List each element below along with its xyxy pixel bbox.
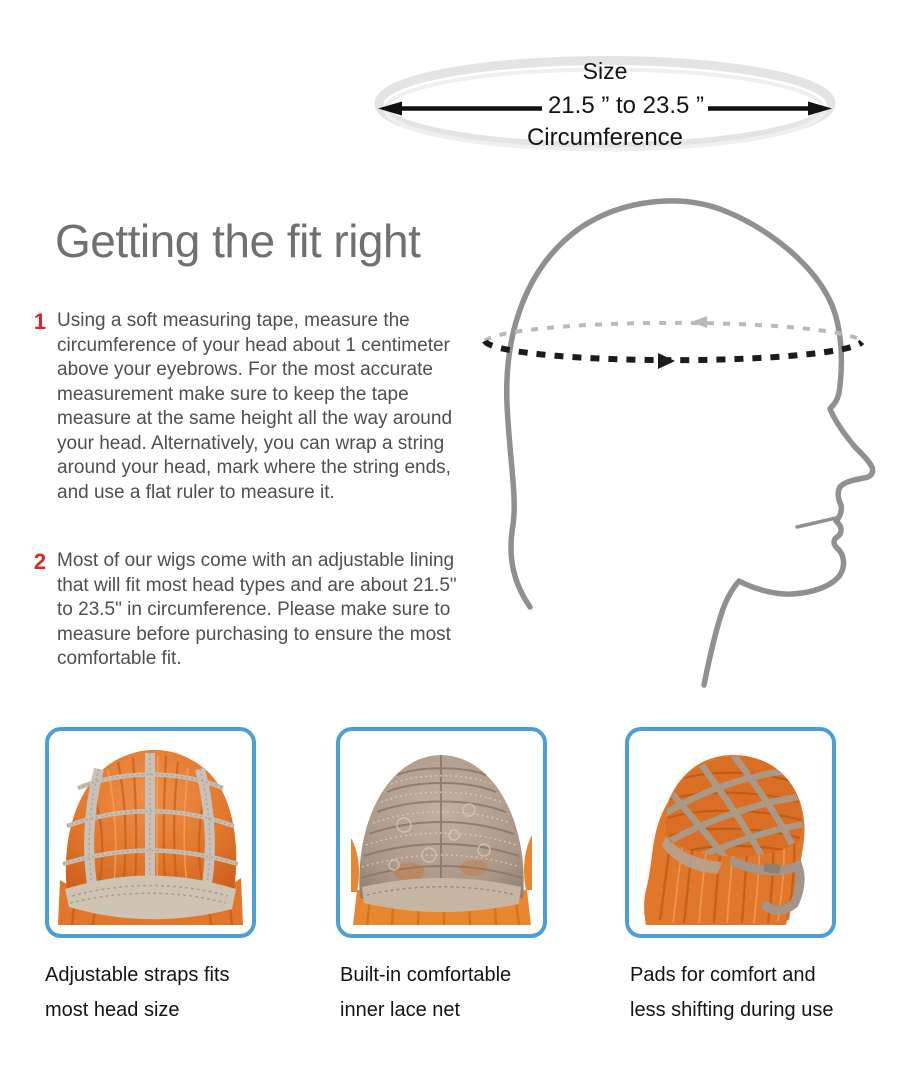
step-1-text: Using a soft measuring tape, measure the circumference of your head about 1 centimeter above your eyebrows. For the most accurate measurement make sure to keep the tape measure at the same height all the way around your head. Alternatively, you can wrap a string around your head, mark where the string ends, and use a flat ruler to measure it.: [57, 310, 453, 503]
wig-cap-lace-net-photo: [349, 740, 534, 925]
caption-line: Adjustable straps fits: [45, 964, 230, 986]
measure-front-arc: [485, 341, 862, 360]
measure-front-arrowhead: [658, 353, 675, 369]
measure-back-arc: [485, 323, 862, 342]
caption-line: Pads for comfort and: [630, 964, 816, 986]
step-2-number: 2: [33, 549, 47, 574]
head-outline: [507, 201, 873, 685]
step-2-text: Most of our wigs come with an adjustable lining that will fit most head types and are about 21.5" to 23.5" in circumference. Please make sure to measure before purchasing to ensure the most comfortable fit.: [57, 550, 457, 669]
mouth-line: [797, 518, 836, 527]
caption-line: Built-in comfortable: [340, 964, 512, 986]
steps-list: [29, 309, 477, 672]
size-label: Size: [582, 58, 628, 84]
size-range-label: 21.5 ” to 23.5 ”: [547, 92, 705, 119]
page-title: Getting the fit right: [55, 215, 421, 267]
wig-cap-straps-top-photo: [58, 740, 243, 925]
feature-card-lace-net: [336, 727, 547, 938]
feature-caption-straps: [45, 958, 230, 1028]
caption-line: most head size: [45, 999, 180, 1021]
caption-line: inner lace net: [340, 999, 461, 1021]
measure-back-arrowhead: [691, 316, 707, 328]
feature-card-pads: [625, 727, 836, 938]
size-band-diagram: [360, 42, 850, 170]
feature-card-straps: [45, 727, 256, 938]
step-1-number: 1: [33, 309, 47, 334]
step-1: [29, 309, 477, 505]
measurement-dotted-line: [485, 316, 862, 369]
step-2: [29, 549, 477, 672]
wig-cap-side-pad-photo: [638, 740, 823, 925]
head-profile-illustration: [455, 185, 905, 700]
caption-line: less shifting during use: [630, 999, 834, 1021]
feature-caption-lace-net: [340, 958, 511, 1028]
circumference-label: Circumference: [526, 124, 684, 151]
feature-caption-pads: [630, 958, 833, 1028]
